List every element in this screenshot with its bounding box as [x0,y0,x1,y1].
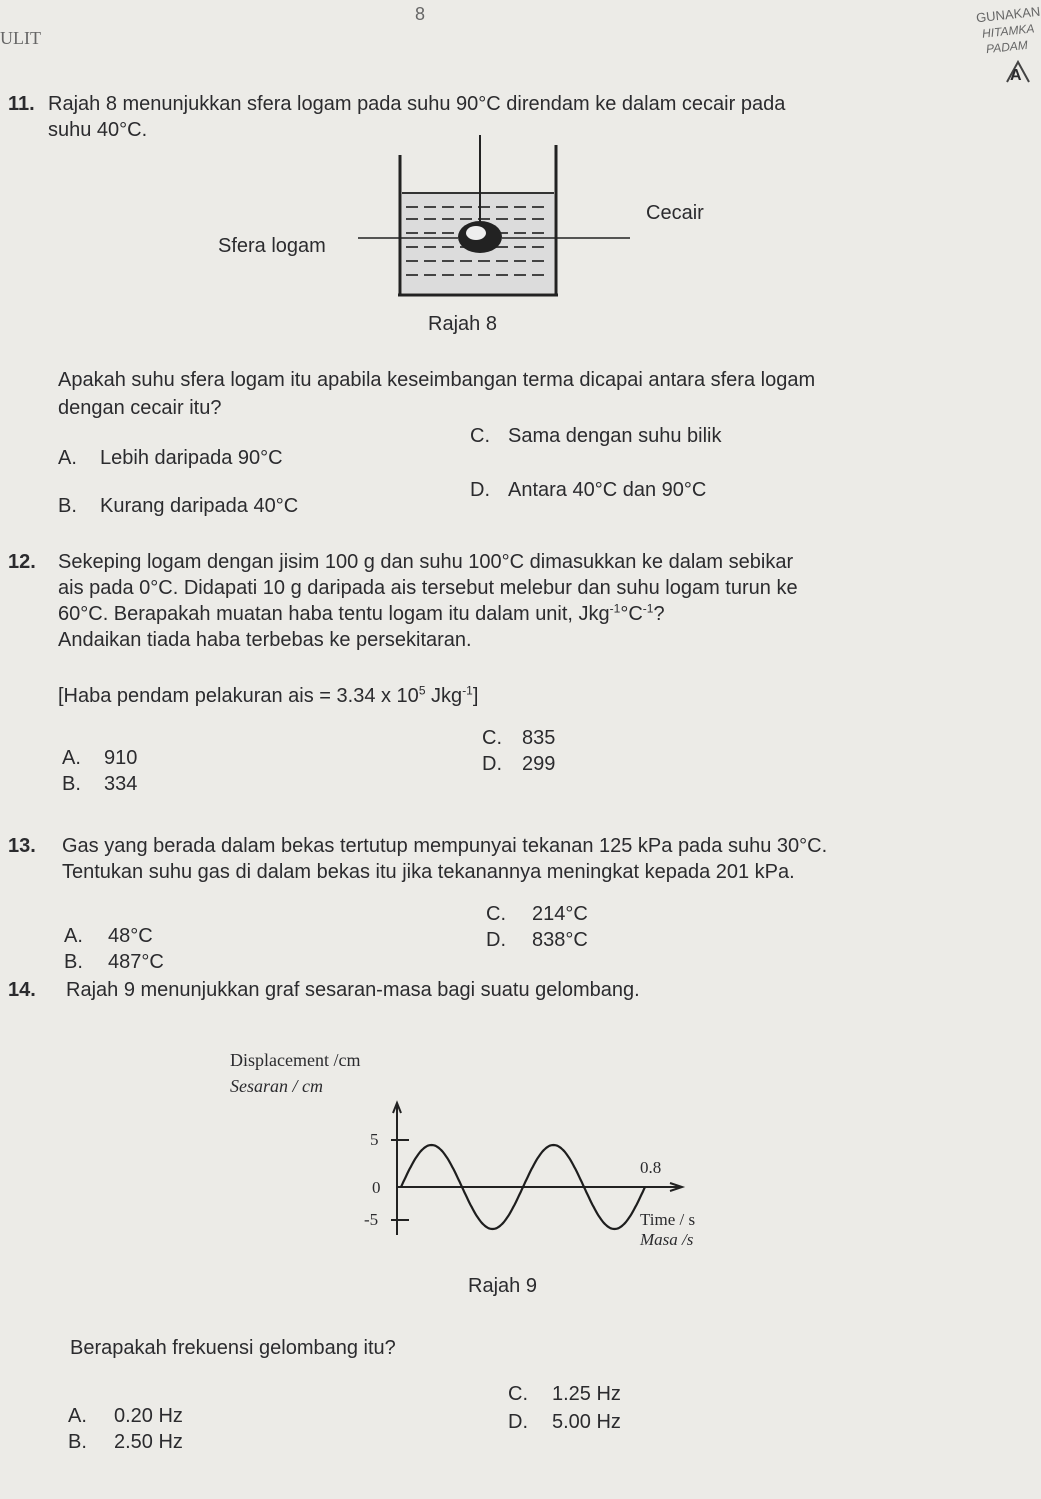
q13-line-1: Gas yang berada dalam bekas tertutup mempunyai tekanan 125 kPa pada suhu 30°C. [62,835,828,857]
label-sphere: Sfera logam [218,235,326,257]
q11-option-d-letter: D. [470,479,490,501]
q12-line-2: ais pada 0°C. Didapati 10 g daripada ais tersebut melebur dan suhu logam turun ke [58,577,798,599]
q14-option-b: 2.50 Hz [114,1431,183,1453]
chart-ytick-label-5: 5 [370,1130,379,1149]
q13-line-2: Tentukan suhu gas di dalam bekas itu jika tekanannya meningkat kepada 201 kPa. [62,861,795,883]
q11-option-c-letter: C. [470,425,490,447]
label-liquid: Cecair [646,202,704,224]
q14-number: 14. [8,979,36,1001]
q11-line-1: Rajah 8 menunjukkan sfera logam pada suhu 90°C direndam ke dalam cecair pada [48,93,786,115]
q11-option-a: Lebih daripada 90°C [100,447,283,469]
q12-line-1: Sekeping logam dengan jisim 100 g dan suhu 100°C dimasukkan ke dalam sebikar [58,551,794,573]
q14-option-d-letter: D. [508,1411,528,1433]
chart-ytick-label-neg5: -5 [364,1210,379,1229]
q12-line-3: 60°C. Berapakah muatan haba tentu logam itu dalam unit, $Jkg^{-1}^\circ C^{-1}$? [58,601,665,625]
q11-line-2: suhu 40°C. [48,119,148,141]
chart-xlabel: Time / s [640,1210,696,1229]
rajah-9-caption: Rajah 9 [468,1275,537,1297]
q11-option-b: Kurang daripada 40°C [100,495,299,517]
q11-option-a-letter: A. [58,447,77,469]
q14-option-a-letter: A. [68,1405,87,1427]
q14-option-c-letter: C. [508,1383,528,1405]
q14-option-b-letter: B. [68,1431,87,1453]
q14-option-d: 5.00 Hz [552,1411,621,1433]
chart-ylabel-alt: Sesaran / cm [230,1076,323,1096]
q11-option-c: Sama dengan suhu bilik [508,425,722,447]
q13-option-c-letter: C. [486,903,506,925]
q12-option-c: 835 [522,727,556,749]
q12-option-a-letter: A. [62,747,81,769]
header-left-fragment: ULIT [0,28,41,48]
q12-option-b-letter: B. [62,773,81,795]
chart-x-annotation: 0.8 [640,1158,662,1177]
q13-option-c: 214°C [532,903,588,925]
q12-option-a: 910 [104,747,138,769]
rajah-8-figure [330,135,650,305]
q11-number: 11. [8,93,35,115]
q14-option-a: 0.20 Hz [114,1405,183,1427]
q12-line-4: Andaikan tiada haba terbebas ke persekitaran. [58,629,472,651]
q12-number: 12. [8,551,36,573]
header-right-letter: A [1010,67,1022,84]
q14-question: Berapakah frekuensi gelombang itu? [70,1337,396,1359]
q11-question-line-1: Apakah suhu sfera logam itu apabila keseimbangan terma dicapai antara sfera logam [58,369,816,391]
q13-option-a: 48°C [108,925,153,947]
q13-number: 13. [8,835,36,857]
q13-option-d: 838°C [532,929,588,951]
q14-line-1: Rajah 9 menunjukkan graf sesaran-masa bagi suatu gelombang. [66,979,640,1001]
q11-option-b-letter: B. [58,495,77,517]
rajah-8-caption: Rajah 8 [428,313,497,335]
q12-given: [Haba pendam pelakuran ais = 3.34 x $10^5$ Jkg$^{-1}$] [58,683,479,707]
chart-ytick-label-0: 0 [372,1178,381,1197]
header-right-line-1: GUNAKAN [975,3,1041,26]
q12-option-d: 299 [522,753,556,775]
q12-option-d-letter: D. [482,753,502,775]
page-number: 8 [415,4,426,24]
q12-option-b: 334 [104,773,138,795]
q13-option-b: 487°C [108,951,164,973]
header-right-line-3: PADAM [985,37,1029,57]
q13-option-a-letter: A. [64,925,83,947]
chart-ylabel: Displacement /cm [230,1050,361,1070]
q13-option-d-letter: D. [486,929,506,951]
q14-option-c: 1.25 Hz [552,1383,621,1405]
q11-question-line-2: dengan cecair itu? [58,397,222,419]
header-right-line-2: HITAMKA [981,21,1036,41]
q13-option-b-letter: B. [64,951,83,973]
chart-xlabel-alt: Masa /s [640,1230,694,1249]
q12-option-c-letter: C. [482,727,502,749]
q11-option-d: Antara 40°C dan 90°C [508,479,707,501]
